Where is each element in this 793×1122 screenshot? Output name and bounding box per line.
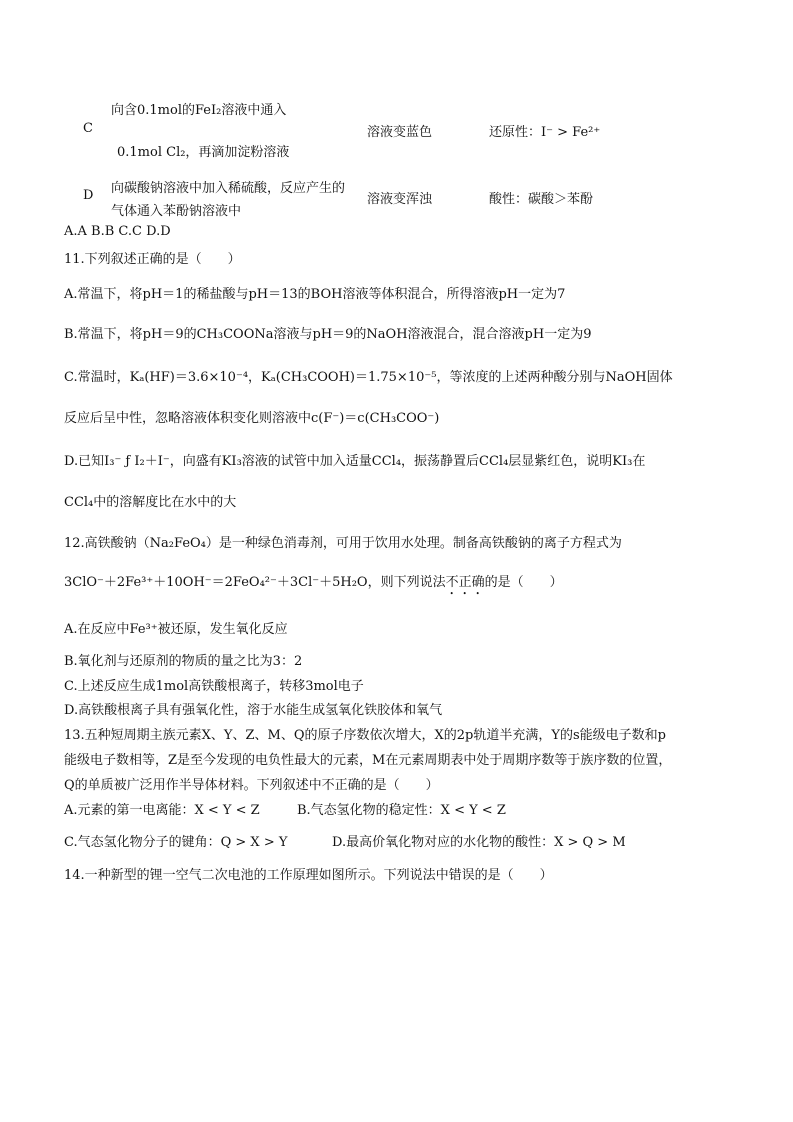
- row-c-label: C: [83, 121, 93, 136]
- q13-option-c: C.气态氢化物分子的键角：Q > X > Y: [64, 835, 288, 850]
- row-d-label: D: [83, 188, 94, 203]
- q13-option-a: A.元素的第一电离能：X < Y < Z: [64, 803, 260, 818]
- row-d-operation-line1: 向碳酸钠溶液中加入稀硫酸，反应产生的: [111, 181, 346, 196]
- q12-option-d: D.高铁酸根离子具有强氧化性，溶于水能生成氢氧化铁胶体和氧气: [64, 703, 443, 718]
- q11-option-d-line2: CCl₄中的溶解度比在水中的大: [64, 495, 237, 510]
- row-d-conclusion: 酸性：碳酸＞苯酚: [489, 192, 594, 207]
- q12-emphasis-text: 不正确: [445, 575, 485, 590]
- row-c-conclusion: 还原性：I⁻ > Fe²⁺: [489, 125, 601, 140]
- q11-option-a: A.常温下，将pH＝1的稀盐酸与pH＝13的BOH溶液等体积混合，所得溶液pH一定为7: [64, 287, 566, 302]
- q13-stem-line2: 能级电子数相等，Z是至今发现的电负性最大的元素，M在元素周期表中处于周期序数等于族序数的位置，: [64, 753, 672, 768]
- row-c-phenomenon: 溶液变蓝色: [367, 125, 433, 140]
- row-d-phenomenon: 溶液变浑浊: [367, 192, 433, 207]
- q12-option-c: C.上述反应生成1mol高铁酸根离子，转移3mol电子: [64, 679, 364, 694]
- row-d-operation-line2: 气体通入苯酚钠溶液中: [111, 204, 242, 219]
- q13-stem-line1: 13.五种短周期主族元素X、Y、Z、M、Q的原子序数依次增大，X的2p轨道半充满，Y的s能级电子数和p: [64, 728, 666, 743]
- q12-stem-line2: [64, 571, 563, 598]
- q13-stem-line3: Q的单质被广泛用作半导体材料。下列叙述中不正确的是（ ）: [64, 778, 439, 793]
- q13-option-d: D.最高价氧化物对应的水化物的酸性：X > Q > M: [332, 835, 626, 850]
- q11-stem: 11.下列叙述正确的是（ ）: [64, 252, 241, 267]
- q10-answer-options: A.A B.B C.C D.D: [64, 224, 171, 239]
- q14-stem: 14.一种新型的锂一空气二次电池的工作原理如图所示。下列说法中错误的是（ ）: [64, 868, 553, 883]
- q12-stem-post: 的是（ ）: [484, 575, 563, 590]
- row-c-operation-line1: 向含0.1mol的FeI₂溶液中通入: [111, 103, 287, 118]
- q13-option-b: B.气态氢化物的稳定性：X < Y < Z: [297, 803, 506, 818]
- q12-option-a: A.在反应中Fe³⁺被还原，发生氧化反应: [64, 622, 288, 637]
- q12-stem-pre: ，则下列说法: [367, 575, 446, 590]
- row-c-operation-line2: 0.1mol Cl₂，再滴加淀粉溶液: [117, 145, 290, 160]
- q11-option-c-line2: 反应后呈中性，忽略溶液体积变化则溶液中c(F⁻)＝c(CH₃COO⁻): [64, 411, 440, 426]
- q12-equation: 3ClO⁻＋2Fe³⁺＋10OH⁻＝2FeO₄²⁻＋3Cl⁻＋5H₂O: [64, 575, 368, 590]
- q12-option-b: B.氧化剂与还原剂的物质的量之比为3：2: [64, 654, 303, 669]
- q12-stem-line1: 12.高铁酸钠（Na₂FeO₄）是一种绿色消毒剂，可用于饮用水处理。制备高铁酸钠的离子方程式为: [64, 536, 622, 551]
- q11-option-b: B.常温下，将pH＝9的CH₃COONa溶液与pH＝9的NaOH溶液混合，混合溶液pH一定为9: [64, 327, 592, 342]
- q11-option-d-line1: D.已知I₃⁻ ƒ I₂＋I⁻，向盛有KI₃溶液的试管中加入适量CCl₄，振荡静置后CCl₄层显紫红色，说明KI₃在: [64, 454, 646, 469]
- q11-option-c-line1: C.常温时，Kₐ(HF)＝3.6×10⁻⁴，Kₐ(CH₃COOH)＝1.75×10⁻⁵，等浓度的上述两种酸分别与NaOH固体: [64, 370, 673, 385]
